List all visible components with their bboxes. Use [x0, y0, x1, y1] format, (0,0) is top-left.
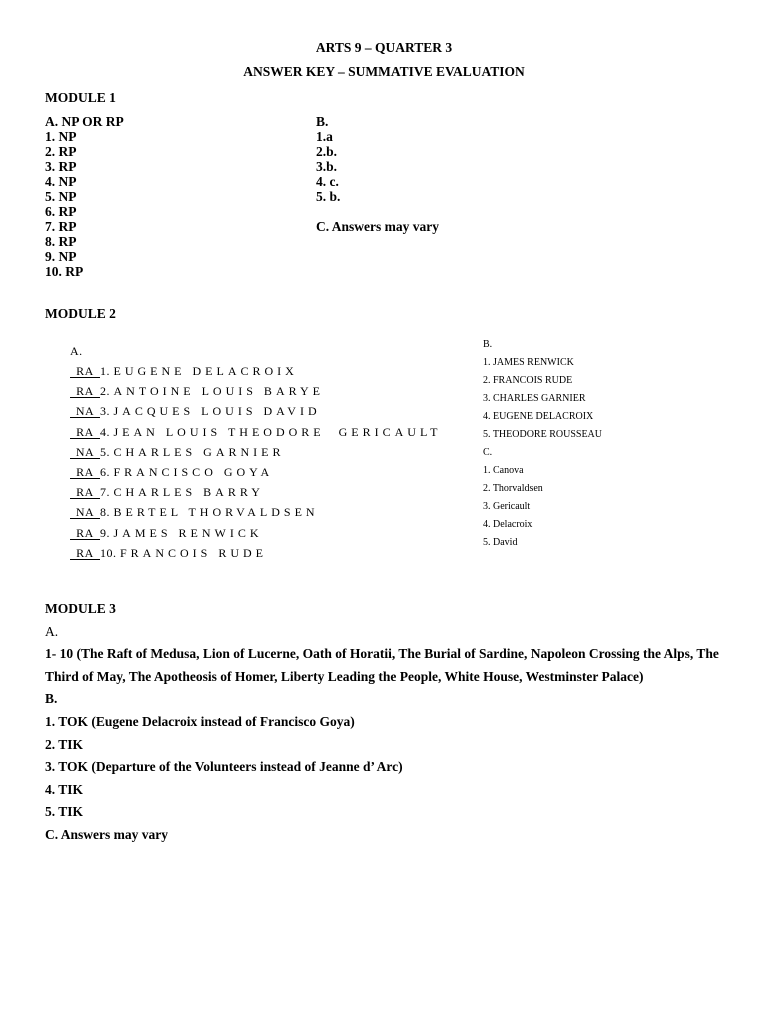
- list-item: 4. EUGENE DELACROIX: [483, 411, 594, 422]
- list-item: 5. TIK: [45, 804, 84, 820]
- list-item: 5. b.: [316, 189, 341, 204]
- item-number: 5.: [100, 444, 110, 459]
- list-item: 4. NP: [45, 174, 77, 189]
- list-item: 3. RP: [45, 159, 77, 174]
- list-item: [70, 364, 442, 384]
- list-item: 5. David: [483, 537, 518, 548]
- list-item: 2.b.: [316, 144, 338, 159]
- list-item: 1. Canova: [483, 465, 524, 476]
- list-item: [70, 546, 442, 566]
- list-item: 1. JAMES RENWICK: [483, 357, 574, 368]
- module3-part-b-heading: B.: [45, 691, 58, 707]
- item-number: 6.: [100, 464, 110, 479]
- answer-blank: NA: [70, 405, 100, 418]
- list-item: 5. THEODORE ROUSSEAU: [483, 429, 602, 440]
- list-item: [70, 485, 442, 505]
- answer-blank: RA: [70, 486, 100, 499]
- module3-heading: MODULE 3: [45, 601, 116, 616]
- list-item: 1. NP: [45, 129, 77, 144]
- list-item: 5. NP: [45, 189, 77, 204]
- list-item: 4. TIK: [45, 781, 84, 797]
- artist-name: EUGENE DELACROIX: [113, 364, 298, 378]
- item-number: 8.: [100, 505, 110, 520]
- answer-blank: RA: [70, 527, 100, 540]
- artist-name: JAMES RENWICK: [113, 525, 263, 540]
- module2-part-a: [70, 344, 442, 566]
- module3-part-a-heading: A.: [45, 623, 59, 639]
- answer-blank: RA: [70, 385, 100, 398]
- list-item: 2. RP: [45, 144, 77, 159]
- artist-name: JACQUES LOUIS DAVID: [113, 404, 321, 419]
- module3-part-a-text: 1- 10 (The Raft of Medusa, Lion of Lucerne, Oath of Horatii, The Burial of Sardine, Napoleon Crossing the Alps, The Third of May, The Apotheosis of Homer, Liberty Leading the People, White House, Westminster Palace): [45, 646, 719, 684]
- module2-part-b-heading: B.: [483, 339, 493, 350]
- list-item: 1.a: [316, 129, 333, 144]
- item-number: 4.: [100, 424, 110, 439]
- page-subtitle: ANSWER KEY – SUMMATIVE EVALUATION: [243, 64, 525, 79]
- list-item: 10. RP: [45, 264, 84, 279]
- item-number: 2.: [100, 384, 110, 399]
- artist-name: BERTEL THORVALDSEN: [113, 505, 319, 520]
- item-number: 10.: [100, 545, 117, 560]
- list-item: 3.b.: [316, 159, 338, 174]
- list-item: [70, 505, 442, 525]
- list-item: 3. TOK (Departure of the Volunteers instead of Jeanne d’ Arc): [45, 759, 403, 775]
- list-item: 3. Gericault: [483, 501, 531, 512]
- list-item: 7. RP: [45, 219, 77, 234]
- list-item: 2. FRANCOIS RUDE: [483, 375, 573, 386]
- item-number: 7.: [100, 485, 110, 500]
- module1-part-b: [316, 114, 439, 234]
- list-item: 4. Delacroix: [483, 519, 533, 530]
- list-item: 6. RP: [45, 204, 77, 219]
- page-title: ARTS 9 – QUARTER 3: [315, 40, 453, 55]
- list-item: [70, 445, 442, 465]
- list-item: 1. TOK (Eugene Delacroix instead of Francisco Goya): [45, 713, 355, 729]
- answer-blank: RA: [70, 466, 100, 479]
- list-item: 2. Thorvaldsen: [483, 483, 543, 494]
- module2-part-c-heading: C.: [483, 447, 493, 458]
- module1-part-c: C. Answers may vary: [316, 219, 439, 234]
- artist-name: ANTOINE LOUIS BARYE: [113, 384, 324, 399]
- list-item: 9. NP: [45, 249, 77, 264]
- list-item: 8. RP: [45, 234, 77, 249]
- answer-blank: NA: [70, 506, 100, 519]
- list-item: [70, 384, 442, 404]
- answer-blank: RA: [70, 365, 100, 378]
- answer-blank: NA: [70, 446, 100, 459]
- item-number: 9.: [100, 525, 110, 540]
- module3-part-c: C. Answers may vary: [45, 826, 168, 842]
- artist-name: FRANCOIS RUDE: [120, 545, 268, 560]
- list-item: [70, 404, 442, 424]
- module2-part-b-c: [483, 336, 602, 552]
- item-number: 3.: [100, 404, 110, 419]
- artist-name: JEAN LOUIS THEODORE GERICAULT: [113, 424, 442, 439]
- item-number: 1.: [100, 364, 110, 378]
- module1-heading: MODULE 1: [45, 90, 116, 105]
- list-item: 4. c.: [316, 174, 339, 189]
- module1-part-a-heading: A. NP OR RP: [45, 114, 124, 129]
- artist-name: FRANCISCO GOYA: [113, 464, 274, 479]
- module1-part-b-heading: B.: [316, 114, 329, 129]
- module1-part-a: [45, 114, 124, 279]
- module2-part-a-heading: A.: [70, 344, 83, 358]
- list-item: 2. TIK: [45, 736, 84, 752]
- list-item: [70, 465, 442, 485]
- answer-blank: RA: [70, 426, 100, 439]
- module2-heading: MODULE 2: [45, 306, 116, 321]
- artist-name: CHARLES BARRY: [113, 485, 264, 500]
- list-item: 3. CHARLES GARNIER: [483, 393, 586, 404]
- answer-blank: RA: [70, 547, 100, 560]
- list-item: [70, 526, 442, 546]
- list-item: [70, 425, 442, 445]
- artist-name: CHARLES GARNIER: [113, 444, 285, 459]
- module3: [45, 598, 725, 847]
